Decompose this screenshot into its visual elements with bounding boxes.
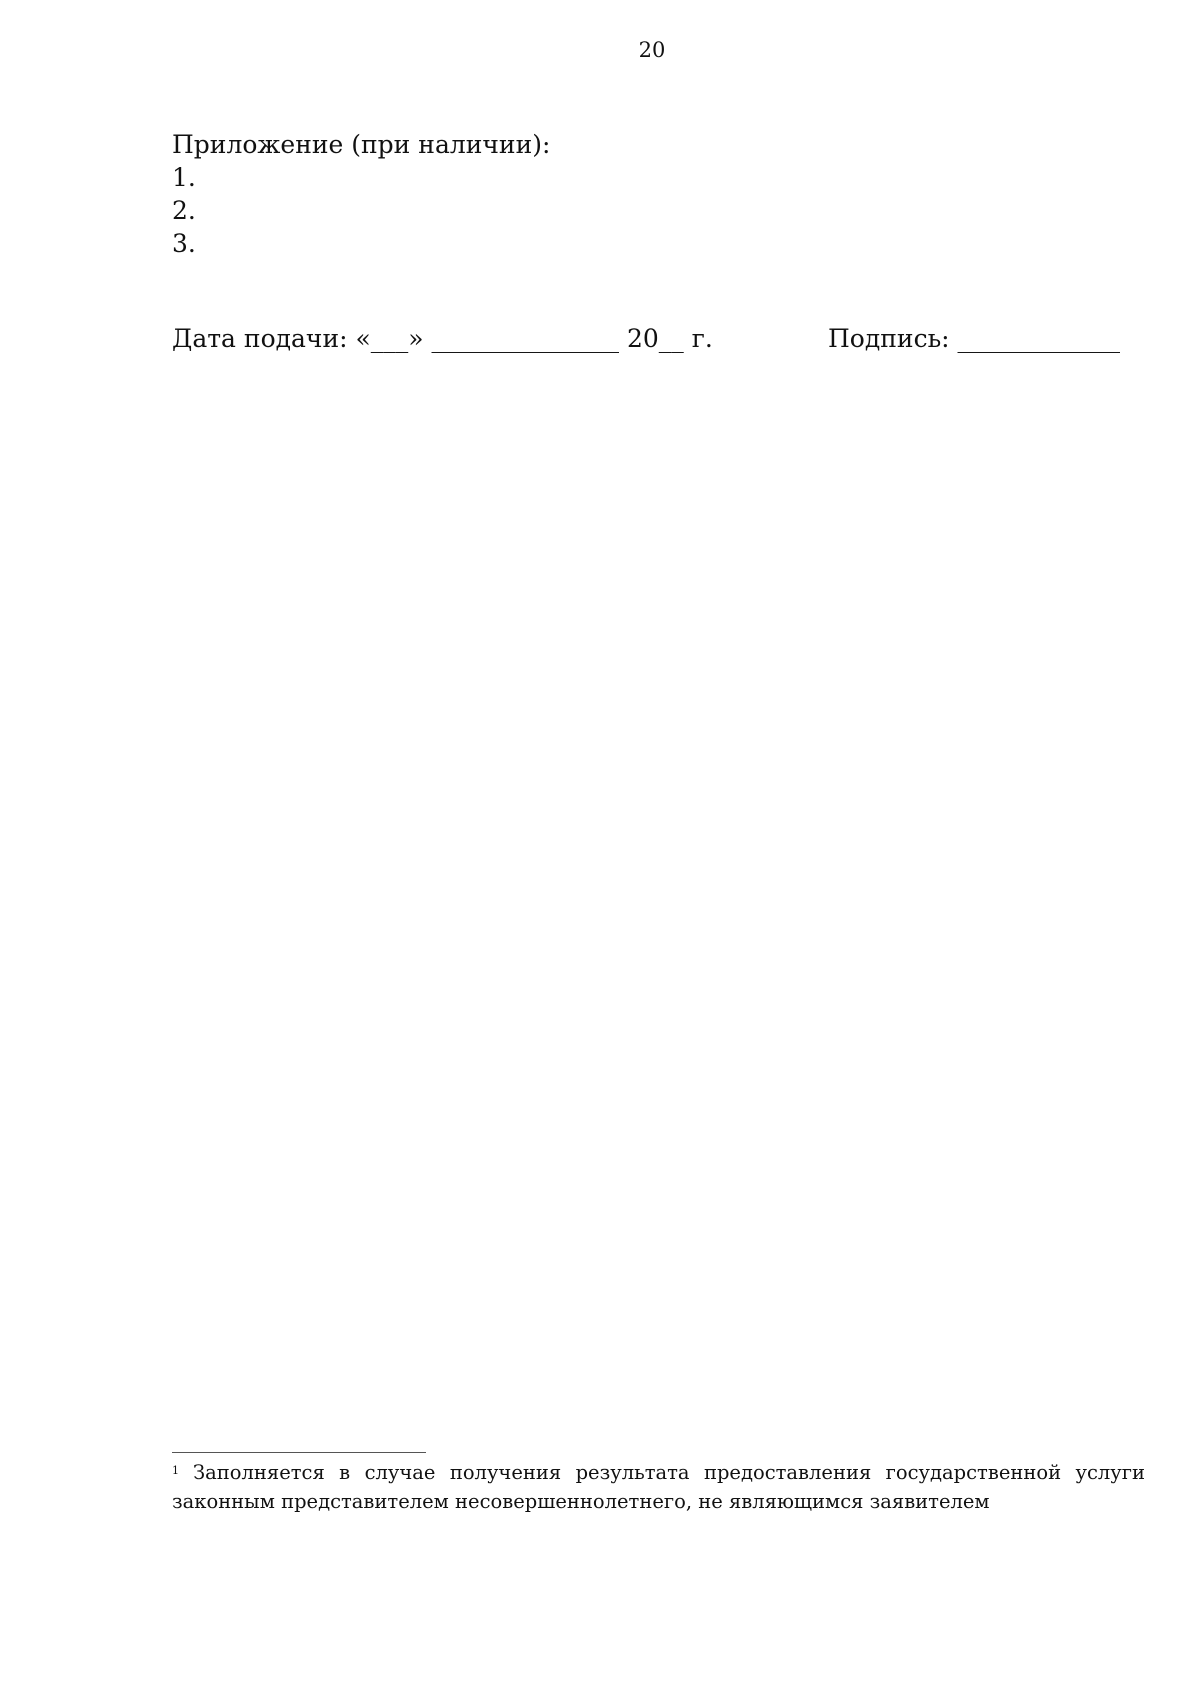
attachment-item: 1. xyxy=(172,163,196,192)
footnote-line-1 xyxy=(172,1458,1145,1487)
submission-date-field: Дата подачи: «___» _______________ 20__ г. xyxy=(172,324,713,353)
footnote-mark: 1 xyxy=(172,1464,179,1477)
signature-field: Подпись: _____________ xyxy=(828,324,1121,353)
footnote xyxy=(172,1458,1145,1516)
attachments-heading: Приложение (при наличии): xyxy=(172,130,551,159)
page-number: 20 xyxy=(638,38,666,62)
footnote-divider xyxy=(172,1452,426,1453)
footnote-text-1: Заполняется в случае получения результата предоставления государственной услуги xyxy=(193,1461,1145,1484)
footnote-text-2: законным представителем несовершеннолетнего, не являющимся заявителем xyxy=(172,1490,990,1513)
attachment-item: 2. xyxy=(172,196,196,225)
attachment-item: 3. xyxy=(172,229,196,258)
attachments-section xyxy=(172,128,550,260)
